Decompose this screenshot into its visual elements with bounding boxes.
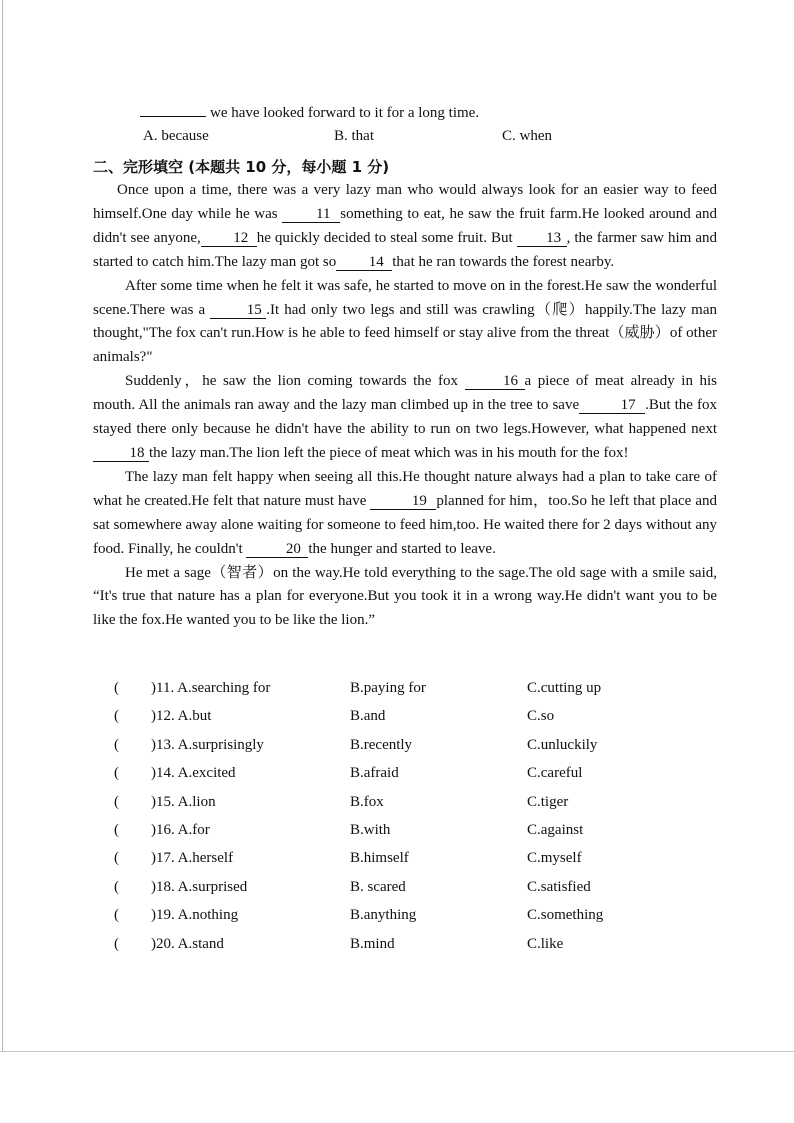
passage-text: Once upon a time, there was a very lazy man who would always look for an easier way to feed himself.One day while he was bbox=[93, 182, 717, 222]
choice-c[interactable]: C.so bbox=[527, 708, 555, 725]
choice-a[interactable]: )11. A.searching for bbox=[151, 680, 271, 696]
answer-paren[interactable]: ( bbox=[114, 935, 119, 952]
passage-text: the hunger and started to leave. bbox=[308, 540, 496, 557]
choice-row bbox=[0, 907, 794, 929]
answer-blank[interactable] bbox=[140, 104, 206, 117]
choice-a[interactable]: )17. A.herself bbox=[151, 850, 234, 867]
passage-text: , the farmer saw him and started to catch him.The lazy man got so bbox=[93, 229, 717, 270]
choice-b[interactable]: B.anything bbox=[350, 907, 417, 924]
choice-row bbox=[0, 708, 794, 730]
choice-a[interactable]: )14. A.excited bbox=[151, 765, 236, 782]
choice-row bbox=[0, 680, 794, 702]
paragraph-2 bbox=[93, 275, 717, 371]
choice-b[interactable]: B.and bbox=[350, 708, 386, 725]
choice-c[interactable]: C.careful bbox=[527, 765, 583, 782]
choice-c[interactable]: C.cutting up bbox=[527, 680, 602, 696]
answer-paren[interactable]: ( bbox=[114, 878, 119, 895]
paragraph-4 bbox=[93, 466, 717, 562]
choice-b[interactable]: B.with bbox=[350, 822, 391, 838]
answer-paren[interactable]: ( bbox=[114, 736, 119, 753]
choice-c[interactable]: C.tiger bbox=[527, 793, 569, 810]
page-border-bottom bbox=[0, 1051, 794, 1052]
choice-b[interactable]: B.paying for bbox=[350, 680, 426, 696]
passage-text: he quickly decided to steal some fruit. But bbox=[256, 229, 513, 246]
blank-11[interactable]: 11 bbox=[282, 206, 340, 223]
question-stem bbox=[140, 104, 479, 122]
blank-13[interactable]: 13 bbox=[517, 230, 567, 247]
question-options bbox=[0, 128, 794, 148]
choice-c[interactable]: C.myself bbox=[527, 850, 582, 867]
choice-c[interactable]: C.satisfied bbox=[527, 878, 591, 895]
passage-text: Suddenly，he saw the lion coming towards the fox bbox=[125, 373, 458, 390]
answer-paren[interactable]: ( bbox=[114, 793, 119, 810]
passage-text: planned for him，too.So he left that place and sat somewhere away alone waiting for someone to feed him,too. He waited there for 2 days without any food. Finally, he couldn't bbox=[93, 492, 717, 557]
blank-18[interactable]: 18 bbox=[93, 445, 149, 462]
passage-text: the lazy man.The lion left the piece of meat which was in his mouth for the fox! bbox=[149, 444, 629, 461]
passage-text: something to eat, he saw the fruit farm.He looked around and didn't see anyone, bbox=[93, 205, 718, 246]
passage-text: .It had only two legs and still was crawling（爬）happily.The lazy man thought,"The fox can't run.How is he able to feed himself or stay alive from the threat（威胁）of other animals?" bbox=[93, 301, 717, 366]
choice-a[interactable]: )15. A.lion bbox=[151, 793, 216, 810]
answer-paren[interactable]: ( bbox=[114, 822, 119, 838]
choice-row bbox=[0, 936, 794, 958]
passage-text: a piece of meat already in his mouth. All the animals ran away and the lazy man climbed up in the tree to save bbox=[93, 373, 717, 414]
answer-paren[interactable]: ( bbox=[114, 680, 119, 696]
blank-14[interactable]: 14 bbox=[336, 254, 392, 271]
blank-16[interactable]: 16 bbox=[465, 373, 525, 390]
choice-row bbox=[0, 850, 794, 872]
cloze-passage bbox=[93, 179, 717, 633]
choice-b[interactable]: B.recently bbox=[350, 736, 413, 753]
choice-a[interactable]: )19. A.nothing bbox=[151, 907, 239, 924]
answer-paren[interactable]: ( bbox=[114, 765, 119, 782]
choice-row bbox=[0, 879, 794, 901]
option-c[interactable]: C. when bbox=[502, 128, 552, 144]
answer-paren[interactable]: ( bbox=[114, 708, 119, 725]
option-a[interactable]: A. because bbox=[143, 128, 209, 144]
choice-b[interactable]: B. scared bbox=[350, 878, 406, 895]
blank-12[interactable]: 12 bbox=[201, 230, 257, 247]
blank-20[interactable]: 20 bbox=[246, 541, 308, 558]
choice-b[interactable]: B.fox bbox=[350, 793, 384, 810]
blank-19[interactable]: 19 bbox=[370, 493, 436, 510]
choice-a[interactable]: )13. A.surprisingly bbox=[151, 736, 264, 753]
paragraph-1 bbox=[93, 179, 717, 275]
choice-c[interactable]: C.like bbox=[527, 935, 564, 952]
choice-row bbox=[0, 737, 794, 759]
question-stem-text: we have looked forward to it for a long time. bbox=[210, 105, 480, 121]
choice-a[interactable]: )12. A.but bbox=[151, 708, 212, 725]
choice-c[interactable]: C.against bbox=[527, 822, 584, 838]
choice-a[interactable]: )18. A.surprised bbox=[151, 878, 248, 895]
choice-a[interactable]: )20. A.stand bbox=[151, 935, 224, 952]
passage-text: that he ran towards the forest nearby. bbox=[392, 253, 615, 270]
passage-text: The lazy man felt happy when seeing all this.He thought nature always had a plan to take care of what he created.He felt that nature must have bbox=[93, 468, 717, 509]
section-title: 二、完形填空 (本题共 10 分，每小题 1 分) bbox=[93, 158, 390, 176]
answer-paren[interactable]: ( bbox=[114, 850, 119, 867]
choice-row bbox=[0, 765, 794, 787]
passage-text: He met a sage（智者）on the way.He told everything to the sage.The old sage with a smile said, “It's true that nature has a plan for everyone.But you took it in a wrong way.He didn't want you to be like the fox.He wanted you to be like the lion.” bbox=[93, 564, 717, 629]
passage-text: .But the fox stayed there only because he didn't have the ability to run on two legs.However, what happened next bbox=[93, 397, 717, 438]
blank-15[interactable]: 15 bbox=[210, 302, 266, 319]
choice-row bbox=[0, 822, 794, 844]
blank-17[interactable]: 17 bbox=[579, 397, 645, 414]
option-b[interactable]: B. that bbox=[334, 128, 374, 144]
choice-b[interactable]: B.afraid bbox=[350, 765, 399, 782]
passage-text: After some time when he felt it was safe, he started to move on in the forest.He saw the wonderful scene.There was a bbox=[93, 277, 717, 318]
choice-c[interactable]: C.unluckily bbox=[527, 736, 598, 753]
paragraph-5 bbox=[93, 562, 717, 634]
choice-c[interactable]: C.something bbox=[527, 907, 604, 924]
paragraph-3 bbox=[93, 370, 717, 466]
choice-b[interactable]: B.mind bbox=[350, 935, 395, 952]
choice-b[interactable]: B.himself bbox=[350, 850, 409, 867]
choice-a[interactable]: )16. A.for bbox=[151, 822, 210, 838]
choice-row bbox=[0, 794, 794, 816]
answer-paren[interactable]: ( bbox=[114, 907, 119, 924]
